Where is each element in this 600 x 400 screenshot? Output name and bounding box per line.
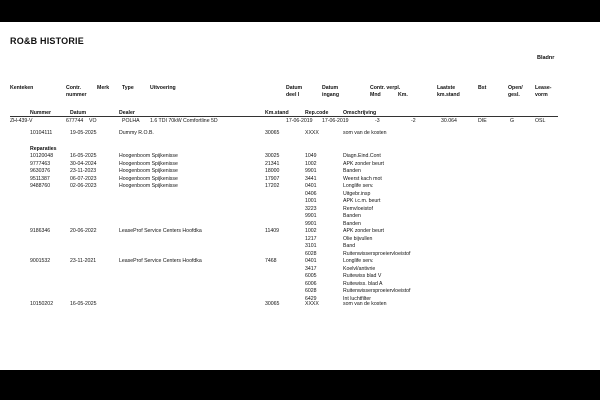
repair-omschrijving: Weerst kach mot	[343, 175, 382, 182]
scrollbar[interactable]	[568, 22, 600, 370]
repair-kmstand: 30025	[265, 153, 280, 159]
entry-dealer: Dummy R.O.B.	[119, 130, 154, 136]
header-row-kmstand: Km.stand	[265, 110, 289, 116]
vehicle-lease: OSL	[535, 118, 546, 124]
repair-dealer: Hoogenboom Spijkenisse	[119, 160, 178, 167]
header-kmstand: km.stand	[437, 92, 460, 98]
repair-omschrijving: Uitgebr.insp	[343, 190, 371, 197]
repair-repcode: 9901	[305, 168, 317, 174]
vehicle-laatste-km: 30.064	[441, 118, 457, 124]
vehicle-open: G	[510, 118, 515, 124]
header-row-omschrijving: Omschrijving	[343, 110, 377, 116]
vehicle-contract-suffix: VO	[89, 118, 97, 124]
header-type: Type	[122, 85, 134, 91]
repair-repcode: 6006	[305, 280, 317, 287]
entry-datum: 16-05-2025	[70, 301, 97, 307]
repair-repcode: 3441	[305, 175, 317, 182]
repair-datum: 16-05-2025	[70, 153, 97, 159]
entry-kmstand: 30065	[265, 301, 280, 307]
header-lease: Lease-	[535, 85, 552, 91]
repair-kmstand: 18000	[265, 168, 280, 174]
repair-nummer: 9186346	[30, 228, 51, 234]
repair-dealer: LeaseProf Service Centers Hoofdka	[119, 228, 202, 234]
repair-repcode: 1002	[305, 228, 317, 234]
repair-nummer: 9511387	[30, 175, 50, 182]
repair-datum: 23-11-2023	[70, 168, 97, 174]
repair-repcode: 3101	[305, 243, 317, 249]
entry-datum: 19-05-2025	[70, 130, 97, 136]
repair-dealer: Hoogenboom Spijkenisse	[119, 153, 178, 159]
repair-omschrijving: Longlife serv.	[343, 183, 374, 189]
header-gesl: gesl.	[508, 92, 520, 98]
repair-omschrijving: Olie bijvullen	[343, 235, 373, 242]
header-km: Km.	[398, 92, 408, 98]
vehicle-km: -2	[411, 118, 416, 124]
repair-omschrijving: APK zonder beurt	[343, 228, 384, 234]
vehicle-kenteken: ZH-439-V	[10, 118, 33, 124]
header-datum-ingang: Datum	[322, 85, 339, 91]
repair-kmstand: 17202	[265, 183, 280, 189]
repair-datum: 06-07-2023	[70, 175, 97, 182]
repair-repcode: 6028	[305, 250, 317, 257]
entry-repcode: XXXX	[305, 130, 319, 136]
vehicle-uitvoering: 1.6 TDI 70kW Comfortline 5D	[150, 118, 218, 124]
vehicle-bst: DIE	[478, 118, 487, 124]
vehicle-contract: 677744	[66, 118, 84, 124]
vehicle-datum-ingang: 17-06-2019	[322, 118, 349, 124]
header-kenteken: Kenteken	[10, 85, 34, 91]
repair-repcode: 3417	[305, 265, 317, 272]
page-number-label: Bladnr	[537, 55, 555, 61]
repair-repcode: 9901	[305, 220, 317, 227]
report-title: RO&B HISTORIE	[10, 36, 84, 46]
repair-repcode: 6005	[305, 273, 317, 279]
repair-repcode: 0401	[305, 258, 317, 264]
repair-omschrijving: Band	[343, 243, 356, 249]
repair-repcode: 1217	[305, 235, 317, 242]
repair-nummer: 10120048	[30, 153, 54, 159]
header-row-repcode: Rep.code	[305, 110, 329, 116]
header-merk: Merk	[97, 85, 110, 91]
repair-repcode: 9901	[305, 213, 317, 219]
entry-nummer: 10104111	[30, 130, 53, 136]
header-contr-verpl: Contr. verpl.	[370, 85, 401, 91]
header-row-dealer: Dealer	[119, 110, 135, 116]
repair-datum: 30-04-2024	[70, 160, 97, 167]
repair-repcode: 3223	[305, 205, 317, 212]
header-divider	[10, 116, 558, 117]
header-row-datum: Datum	[70, 110, 87, 116]
entry-omschrijving: som van de kosten	[343, 301, 387, 307]
repair-omschrijving: Ruitenwissersproeiervloeistof	[343, 250, 411, 257]
header-open: Open/	[508, 85, 523, 91]
header-nummer: nummer	[66, 92, 87, 98]
repair-omschrijving: Diagn.Eind.Cont	[343, 153, 381, 159]
repair-omschrijving: Ruitewiss blad V	[343, 273, 382, 279]
repair-kmstand: 17907	[265, 175, 280, 182]
repair-repcode: 1001	[305, 198, 317, 204]
repair-repcode: 1002	[305, 160, 317, 167]
entry-omschrijving: som van de kosten	[343, 130, 387, 136]
vehicle-mnd: -3	[375, 118, 380, 124]
repair-omschrijving: APK zonder beurt	[343, 160, 384, 167]
repair-kmstand: 7468	[265, 258, 277, 264]
repair-omschrijving: Longlife serv.	[343, 258, 374, 264]
repair-dealer: LeaseProf Service Centers Hoofdka	[119, 258, 202, 264]
header-ingang: ingang	[322, 92, 340, 98]
repair-omschrijving: Banden	[343, 168, 361, 174]
repair-repcode: 1049	[305, 153, 317, 159]
repair-omschrijving: Ruitenwissersproeiervloeistof	[343, 288, 411, 294]
repair-repcode: 6429	[305, 295, 317, 302]
repair-omschrijving: Banden	[343, 220, 361, 227]
header-datum-deel: Datum	[286, 85, 303, 91]
header-vorm: vorm	[535, 92, 548, 98]
repair-nummer: 9488760	[30, 183, 51, 189]
repair-nummer: 9630376	[30, 168, 51, 174]
header-mnd: Mnd	[370, 92, 381, 98]
header-deel: deel I	[286, 92, 300, 98]
entry-kmstand: 30065	[265, 130, 280, 136]
header-contr: Contr.	[66, 85, 81, 91]
header-laatste: Laatste	[437, 85, 456, 91]
repair-repcode: 6028	[305, 288, 317, 294]
repair-dealer: Hoogenboom Spijkenisse	[119, 168, 178, 174]
repair-omschrijving: Ruitewiss. blad A	[343, 280, 383, 287]
vehicle-datum-deel: 17-06-2019	[286, 118, 313, 124]
repair-dealer: Hoogenboom Spijkenisse	[119, 183, 178, 189]
repair-repcode: 0401	[305, 183, 317, 189]
repair-datum: 02-06-2023	[70, 183, 97, 189]
repair-datum: 20-06-2022	[70, 228, 97, 234]
repair-omschrijving: APK i.c.m. beurt	[343, 198, 381, 204]
entry-repcode: XXXX	[305, 301, 319, 307]
repair-kmstand: 11409	[265, 228, 280, 234]
repair-dealer: Hoogenboom Spijkenisse	[119, 175, 178, 182]
vehicle-merk: POLHA	[122, 118, 140, 124]
repair-kmstand: 21341	[265, 160, 280, 167]
repair-nummer: 9777463	[30, 160, 51, 167]
header-bst: Bst	[478, 85, 487, 91]
section-reparaties: Reparaties	[30, 146, 57, 152]
repair-omschrijving: Koelvl/antivrie	[343, 265, 376, 272]
repair-omschrijving: Int luchtfilter	[343, 295, 371, 302]
repair-repcode: 0406	[305, 190, 317, 197]
report-page	[0, 22, 568, 370]
repair-nummer: 9001532	[30, 258, 51, 264]
entry-nummer: 10150202	[30, 301, 54, 307]
header-uitvoering: Uitvoering	[150, 85, 176, 91]
repair-omschrijving: Remvloeistof	[343, 205, 373, 212]
repair-datum: 23-11-2021	[70, 258, 97, 264]
repair-omschrijving: Banden	[343, 213, 361, 219]
header-row-nummer: Nummer	[30, 110, 52, 116]
